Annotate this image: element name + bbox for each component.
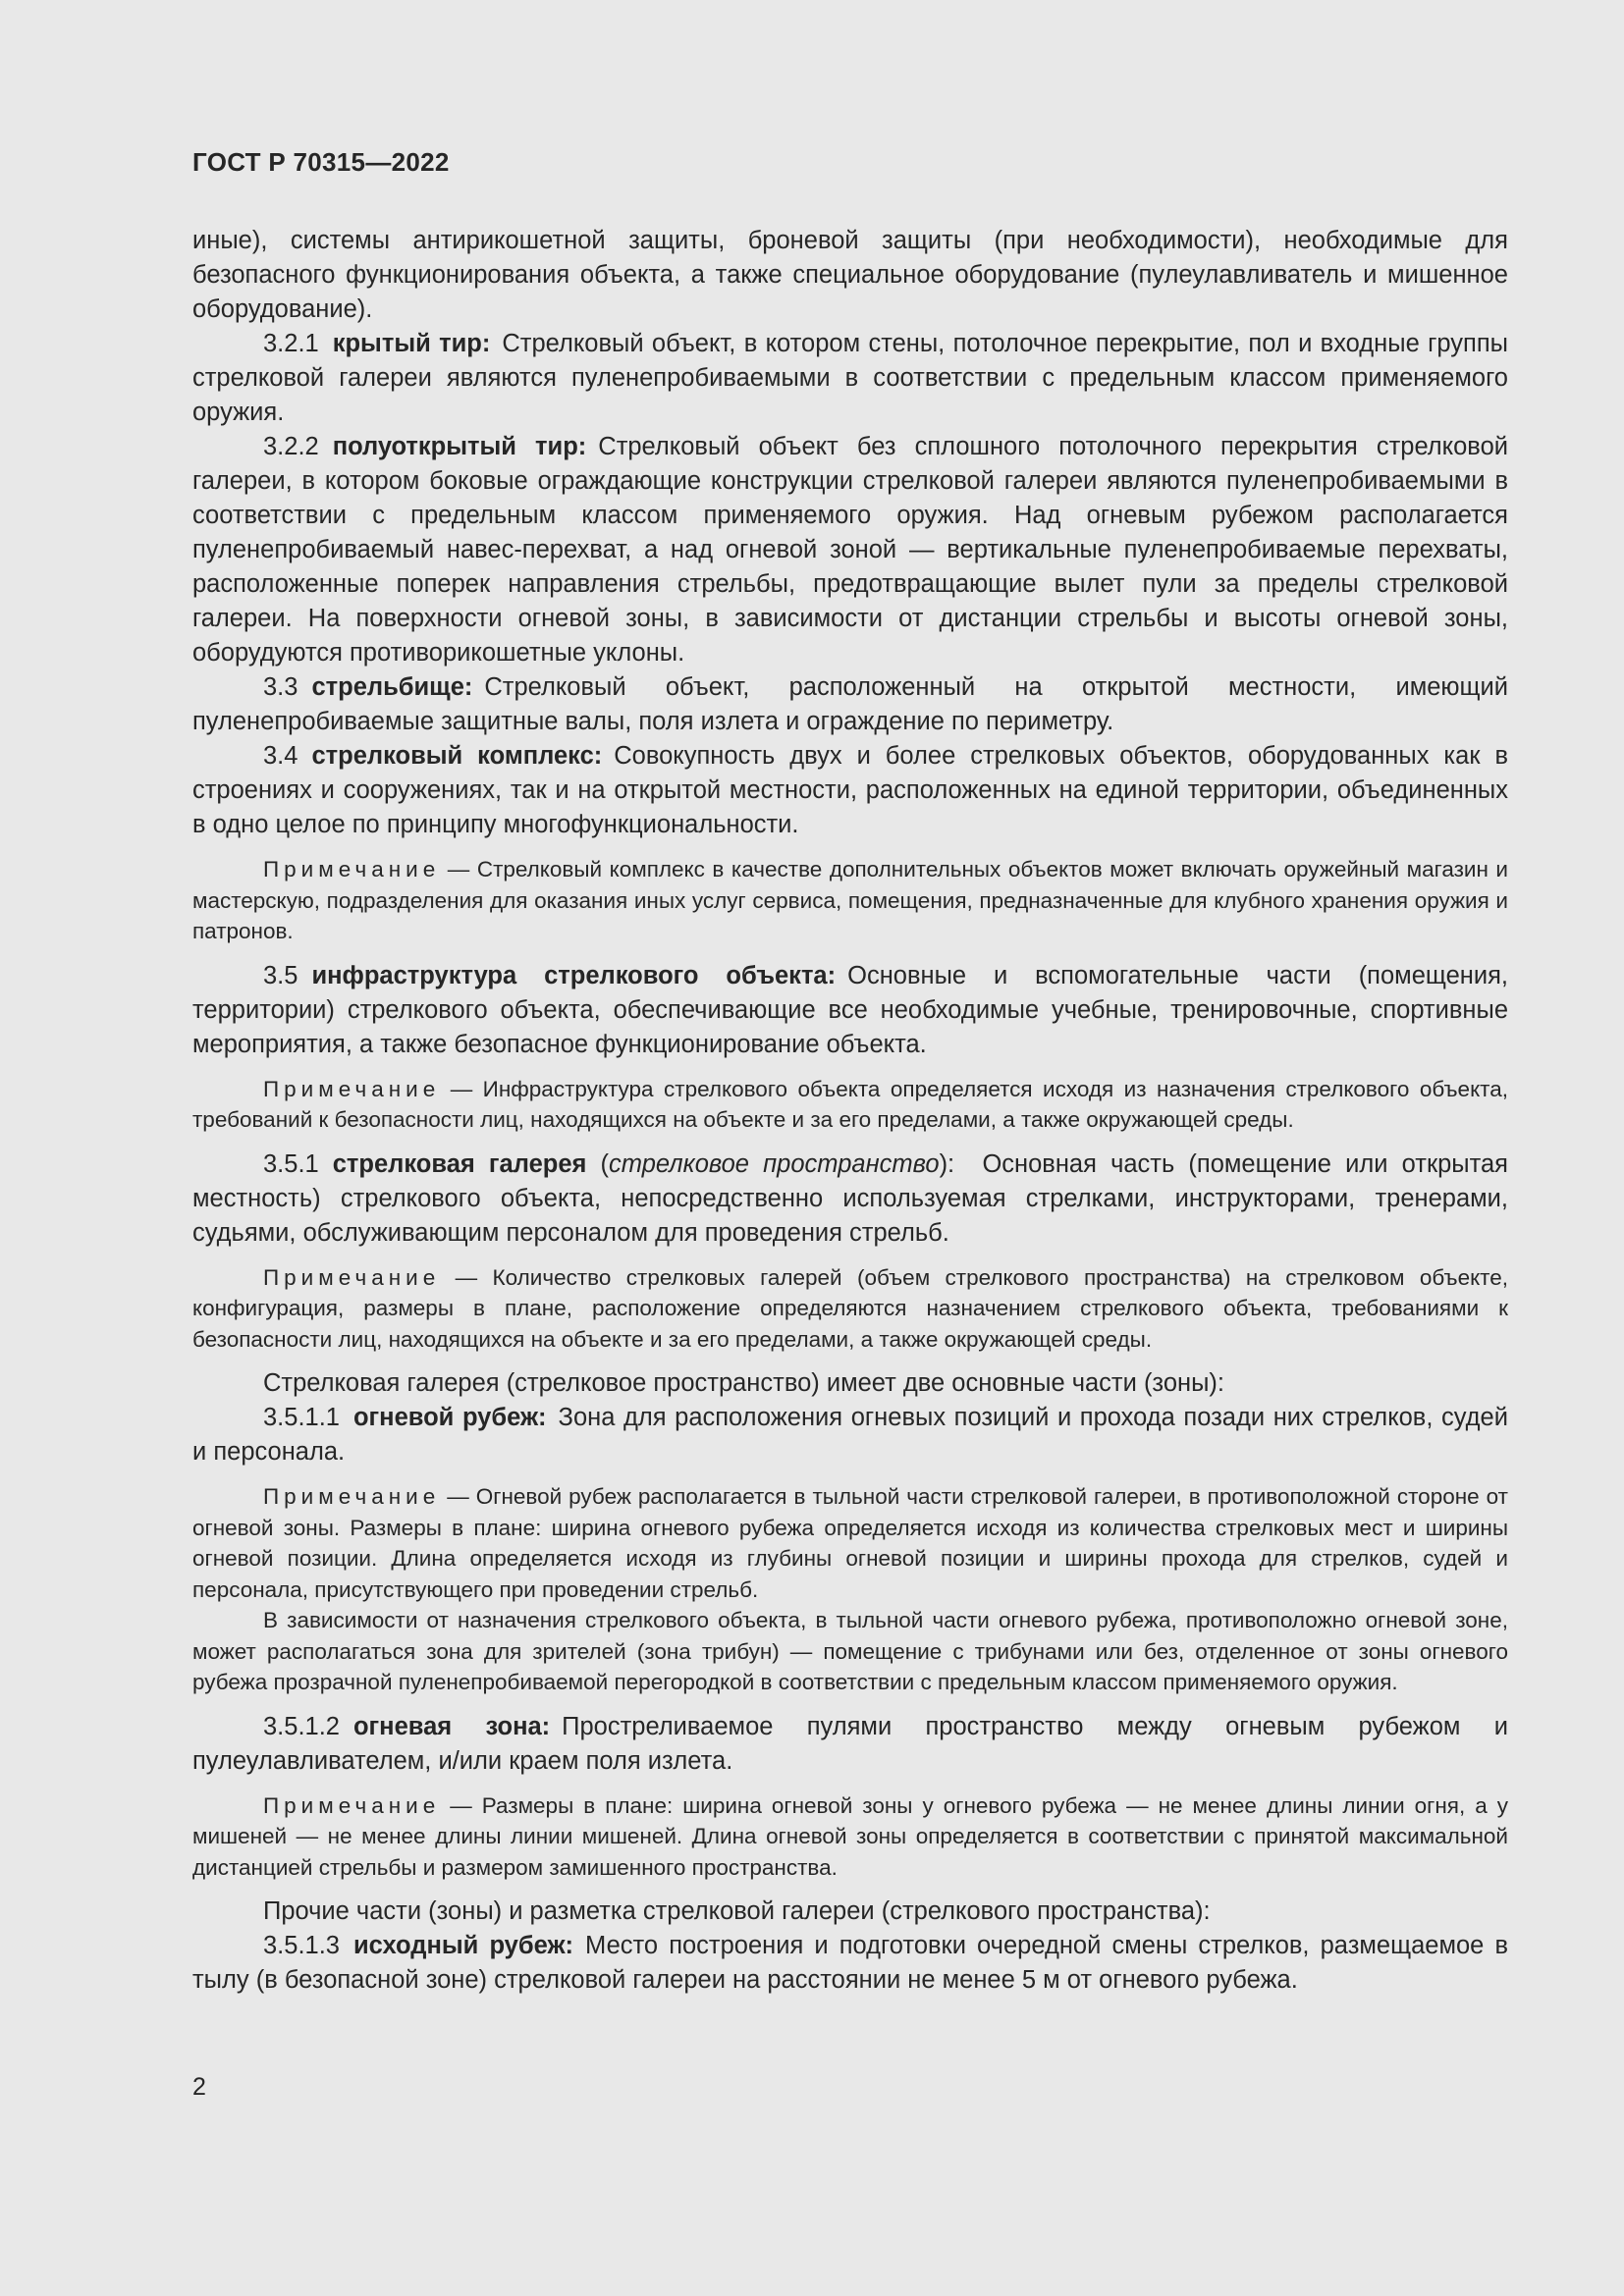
clause-number: 3.5.1.3: [263, 1932, 340, 1959]
clause-number: 3.2.2: [263, 433, 319, 460]
note-3-5: [192, 1074, 1508, 1136]
clause-text: Зона для расположения огневых позиций и прохода позади них стрелков, судей и персонала.: [192, 1404, 1508, 1466]
paren-open: (: [600, 1149, 610, 1178]
clause-text: Стрелковый объект, расположенный на открытой местности, имеющий пуленепробиваемые защитные валы, поля излета и ограждение по периметру.: [192, 673, 1508, 735]
clause-3-4: [192, 739, 1508, 842]
clause-number: 3.4: [263, 742, 298, 770]
clause-term: крытый тир:: [332, 330, 491, 357]
clause-text: Основная часть (помещение или открытая местность) стрелкового объекта, непосредственно используемая стрелками, инструкторами, тренерами, судьями, обслуживающим персоналом для проведения стрельб.: [192, 1149, 1508, 1247]
clause-number: 3.5.1: [263, 1149, 319, 1178]
clause-3-5: [192, 959, 1508, 1062]
clause-text: Основные и вспомогательные части (помещения, территории) стрелкового объекта, обеспечивающие все необходимые учебные, тренировочные, спортивные мероприятия, а также безопасное функционирование объекта.: [192, 961, 1508, 1058]
note-label: Примечание: [263, 1484, 441, 1509]
note-3-5-1-1: [192, 1481, 1508, 1605]
clause-3-2-1: [192, 327, 1508, 430]
note-text: — Инфраструктура стрелкового объекта определяется исходя из назначения стрелкового объекта, требований к безопасности лиц, находящихся на объекте и за его пределами, а также окружающей среды.: [192, 1076, 1508, 1132]
clause-3-2-2: [192, 430, 1508, 670]
clause-3-5-1-3: [192, 1929, 1508, 1998]
clause-term: огневая зона:: [352, 1712, 551, 1740]
document-header: ГОСТ Р 70315—2022: [192, 147, 450, 177]
clause-term: стрелковая галерея: [332, 1149, 587, 1178]
document-body: [192, 224, 1508, 1998]
note-3-5-1-1-continued: В зависимости от назначения стрелкового объекта, в тыльной части огневого рубежа, противоположно огневой зоне, может располагаться зона для зрителей (зона трибун) — помещение с трибунами или без, отделенное от зоны огневого рубежа прозрачной пуленепробиваемой перегородкой в соответствии с предельным классом применяемого оружия.: [192, 1608, 1508, 1694]
note-label: Примечание: [263, 857, 441, 881]
clause-term: исходный рубеж:: [352, 1932, 574, 1959]
note-text: — Количество стрелковых галерей (объем стрелкового пространства) на стрелковом объекте, конфигурация, размеры в плане, расположение определяются назначением стрелкового объекта, требованиями к безопасности лиц, находящихся на объекте и за его пределами, а также окружающей среды.: [192, 1264, 1508, 1352]
clause-number: 3.2.1: [263, 330, 319, 357]
note-3-5-1-2: [192, 1790, 1508, 1884]
note-label: Примечание: [263, 1792, 441, 1818]
clause-term: стрельбище:: [311, 673, 473, 701]
note-3-4: [192, 854, 1508, 947]
note-text: — Размеры в плане: ширина огневой зоны у огневого рубежа — не менее длины линии огня, а у мишеней — не менее длины линии мишеней. Длина огневой зоны определяется в соответствии с принятой максимальной дистанцией стрельбы и размером замишенного пространства.: [192, 1792, 1508, 1880]
clause-3-5-1-2: [192, 1710, 1508, 1779]
page-number: 2: [192, 2073, 206, 2101]
clause-text: Стрелковый объект без сплошного потолочного перекрытия стрелковой галереи, в котором боковые ограждающие конструкции стрелковой галереи являются пуленепробиваемыми в соответствии с предельным классом применяемого оружия. Над огневым рубежом располагается пуленепробиваемый навес-перехват, а над огневой зоной — вертикальные пуленепробиваемые перехваты, расположенные поперек направления стрельбы, предотвращающие вылет пули за пределы стрелковой галереи. На поверхности огневой зоны, в зависимости от дистанции стрельбы и высоты огневой зоны, оборудуются противорикошетные уклоны.: [192, 433, 1508, 667]
clause-number: 3.3: [263, 673, 298, 701]
note-label: Примечание: [263, 1076, 441, 1101]
clause-number: 3.5.1.2: [263, 1712, 340, 1740]
clause-number: 3.5.1.1: [263, 1404, 340, 1431]
clause-number: 3.5: [263, 961, 298, 989]
note-text: — Стрелковый комплекс в качестве дополнительных объектов может включать оружейный магазин и мастерскую, подразделения для оказания иных услуг сервиса, помещения, предназначенные для клубного хранения оружия и патронов.: [192, 857, 1508, 943]
clause-3-3: [192, 670, 1508, 739]
intro-paragraph: иные), системы антирикошетной защиты, броневой защиты (при необходимости), необходимые для безопасного функционирования объекта, а также специальное оборудование (пулеулавливатель и мишенное оборудование).: [192, 227, 1508, 323]
other-parts-paragraph: Прочие части (зоны) и разметка стрелковой галереи (стрелкового пространства):: [263, 1897, 1211, 1925]
clause-3-5-1: [192, 1148, 1508, 1251]
clause-term: полуоткрытый тир:: [332, 433, 587, 460]
note-3-5-1: [192, 1262, 1508, 1356]
clause-3-5-1-1: [192, 1401, 1508, 1469]
clause-text: Совокупность двух и более стрелковых объектов, оборудованных как в строениях и сооружениях, так и на открытой местности, расположенных на единой территории, объединенных в одно целое по принципу многофункциональности.: [192, 742, 1508, 838]
note-label: Примечание: [263, 1264, 441, 1290]
paren-close: ):: [939, 1149, 955, 1178]
clause-term: огневой рубеж:: [352, 1404, 547, 1431]
clause-term: стрелковый комплекс:: [311, 742, 603, 770]
clause-text: Простреливаемое пулями пространство между огневым рубежом и пулеулавливателем, и/или краем поля излета.: [192, 1712, 1508, 1775]
clause-term-synonym: стрелковое пространство: [609, 1149, 940, 1178]
clause-text: Стрелковый объект, в котором стены, потолочное перекрытие, пол и входные группы стрелковой галереи являются пуленепробиваемыми в соответствии с предельным классом применяемого оружия.: [192, 330, 1508, 426]
note-text: — Огневой рубеж располагается в тыльной части стрелковой галереи, в противоположной стороне от огневой зоны. Размеры в плане: ширина огневого рубежа определяется исходя из количества стрелковых мест и ширины огневой позиции. Длина определяется исходя из глубины огневой позиции и ширины прохода для стрелков, судей и персонала, присутствующего при проведении стрельб.: [192, 1484, 1508, 1602]
gallery-parts-paragraph: Стрелковая галерея (стрелковое пространство) имеет две основные части (зоны):: [263, 1369, 1225, 1397]
clause-term: инфраструктура стрелкового объекта:: [311, 961, 837, 989]
clause-text: Место построения и подготовки очередной смены стрелков, размещаемое в тылу (в безопасной зоне) стрелковой галереи на расстоянии не менее 5 м от огневого рубежа.: [192, 1932, 1508, 1994]
